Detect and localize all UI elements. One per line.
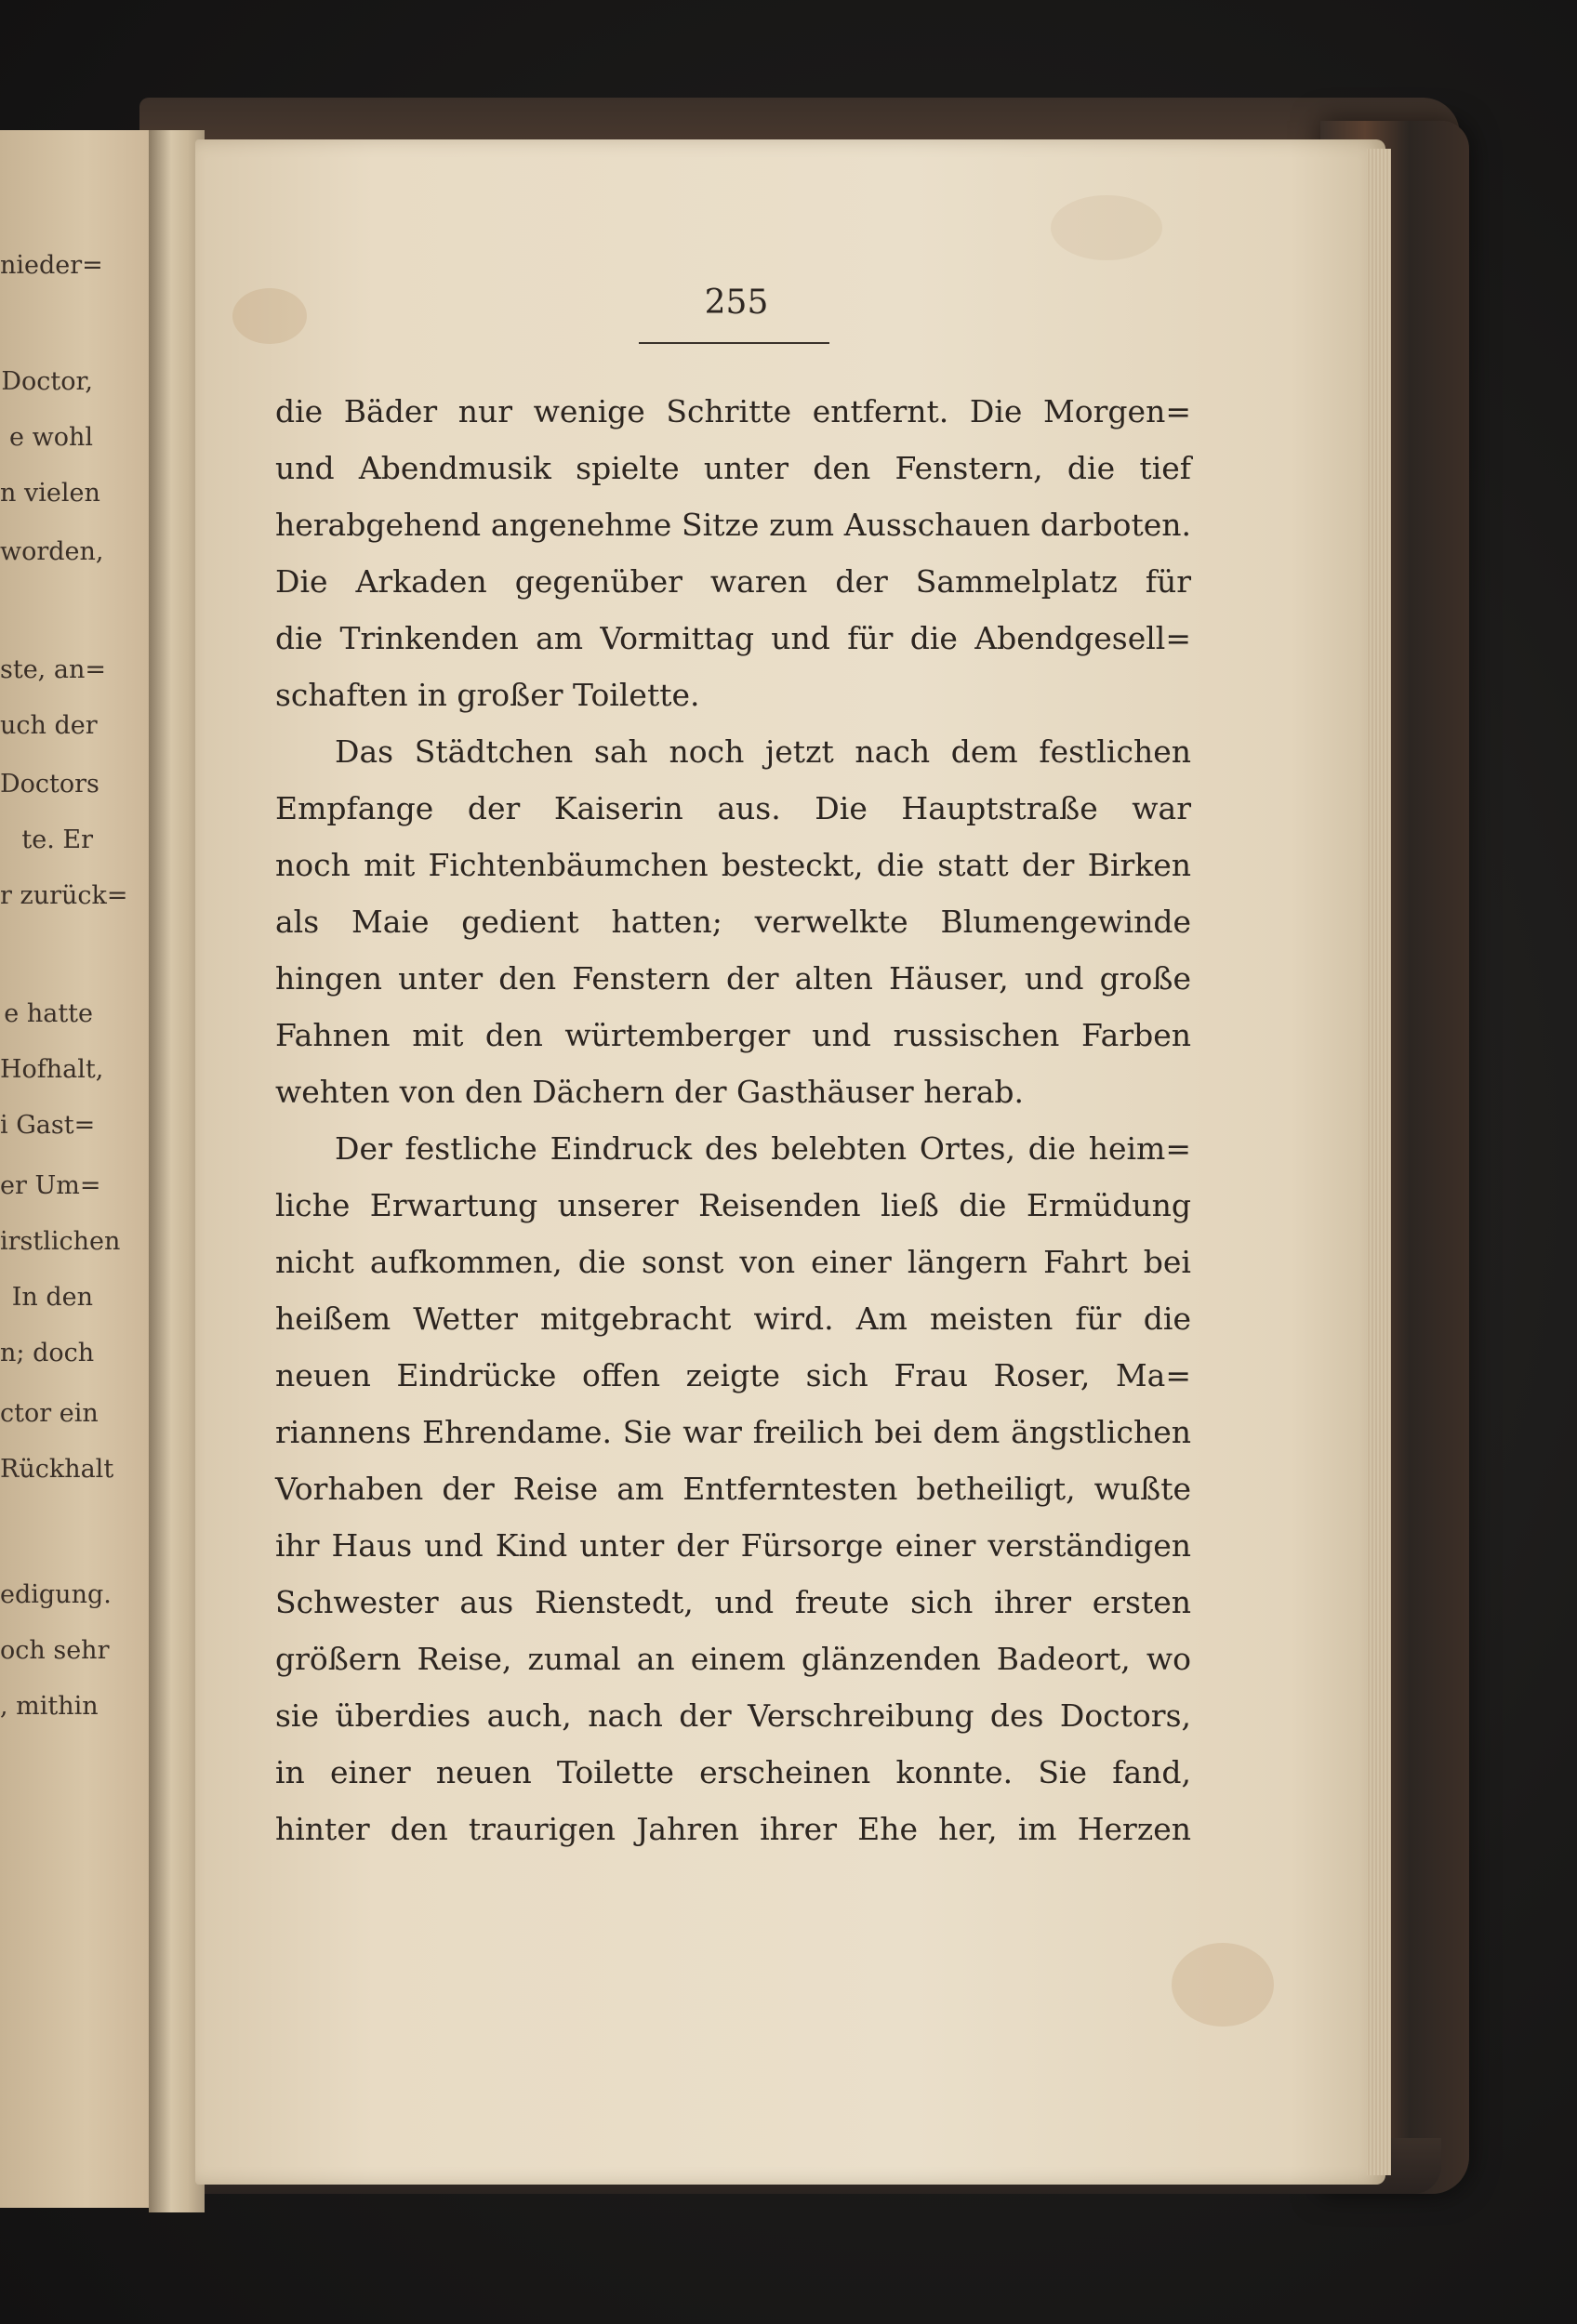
text-line: Schwester aus Rienstedt, und freute sich ihrer ersten: [275, 1584, 1191, 1620]
text-line: heißem Wetter mitgebracht wird. Am meisten für die: [275, 1301, 1191, 1337]
left-page-fragment: n vielen: [0, 479, 100, 508]
text-line: neuen Eindrücke offen zeigte sich Frau Roser, Ma=: [275, 1357, 1191, 1393]
text-line: nicht aufkommen, die sonst von einer längern Fahrt bei: [275, 1244, 1191, 1280]
text-line: ihr Haus und Kind unter der Fürsorge einer verständigen: [275, 1527, 1191, 1564]
text-line: schaften in großer Toilette.: [275, 677, 700, 713]
text-line: die Trinkenden am Vormittag und für die Abendgesell=: [275, 620, 1191, 656]
left-page-fragment: worden,: [0, 537, 104, 566]
left-page-fragment: e hatte: [4, 999, 93, 1028]
text-line: Vorhaben der Reise am Entferntesten betheiligt, wußte: [275, 1471, 1191, 1507]
text-line: Fahnen mit den würtemberger und russischen Farben: [275, 1017, 1191, 1053]
text-line: herabgehend angenehme Sitze zum Ausschauen darboten.: [275, 507, 1191, 543]
left-page-fragment: ste, an=: [0, 655, 106, 684]
text-line: größern Reise, zumal an einem glänzenden Badeort, wo: [275, 1641, 1191, 1677]
body-text: [275, 383, 1191, 1857]
text-line: Die Arkaden gegenüber waren der Sammelplatz für: [275, 563, 1191, 600]
left-page-fragment: e wohl: [9, 423, 93, 452]
page-number: 255: [704, 284, 769, 322]
left-page-fragment: i Gast=: [0, 1111, 96, 1140]
left-page-fragment: r zurück=: [0, 881, 128, 910]
header-rule: [639, 342, 829, 344]
left-page-fragment: In den: [11, 1283, 93, 1312]
paper-stain: [232, 288, 307, 344]
left-page-fragment: ctor ein: [0, 1399, 99, 1428]
text-line: in einer neuen Toilette erscheinen konnte. Sie fand,: [275, 1754, 1191, 1790]
left-page-fragment: Hofhalt,: [0, 1055, 104, 1084]
left-page-fragment: n; doch: [0, 1339, 95, 1367]
text-line: liche Erwartung unserer Reisenden ließ die Ermüdung: [275, 1187, 1191, 1223]
left-page-fragment: nieder=: [0, 251, 103, 280]
left-page-fragment: Doctor,: [1, 367, 93, 396]
text-line: sie überdies auch, nach der Verschreibung des Doctors,: [275, 1697, 1191, 1734]
text-line: hingen unter den Fenstern der alten Häuser, und große: [275, 960, 1191, 997]
text-line: als Maie gedient hatten; verwelkte Blumengewinde: [275, 904, 1191, 940]
text-line: Empfange der Kaiserin aus. Die Hauptstraße war: [275, 790, 1191, 826]
text-line: die Bäder nur wenige Schritte entfernt. Die Morgen=: [275, 393, 1191, 429]
text-line: Der festliche Eindruck des belebten Ortes, die heim=: [335, 1130, 1191, 1167]
left-page-fragment: , mithin: [0, 1692, 99, 1721]
text-line: hinter den traurigen Jahren ihrer Ehe her, im Herzen: [275, 1811, 1191, 1847]
text-line: wehten von den Dächern der Gasthäuser herab.: [275, 1074, 1025, 1110]
left-page-fragment: och sehr: [0, 1636, 110, 1665]
text-line: Das Städtchen sah noch jetzt nach dem festlichen: [335, 733, 1191, 770]
text-line: und Abendmusik spielte unter den Fenstern, die tief: [275, 450, 1191, 486]
page-edges: [1367, 149, 1391, 2175]
paper-stain: [1051, 195, 1162, 260]
paper-stain: [1172, 1943, 1274, 2027]
text-line: riannens Ehrendame. Sie war freilich bei dem ängstlichen: [275, 1414, 1191, 1450]
left-page-fragment: edigung.: [0, 1580, 112, 1609]
text-line: noch mit Fichtenbäumchen besteckt, die statt der Birken: [275, 847, 1191, 883]
left-page-fragment: er Um=: [0, 1171, 101, 1200]
left-page-fragment: te. Er: [21, 825, 93, 854]
left-page-fragment: Doctors: [0, 770, 99, 799]
left-page: [0, 130, 172, 2208]
left-page-fragment: Rückhalt: [0, 1455, 114, 1484]
left-page-fragment: irstlichen: [0, 1227, 121, 1256]
left-page-fragment: uch der: [0, 711, 98, 740]
